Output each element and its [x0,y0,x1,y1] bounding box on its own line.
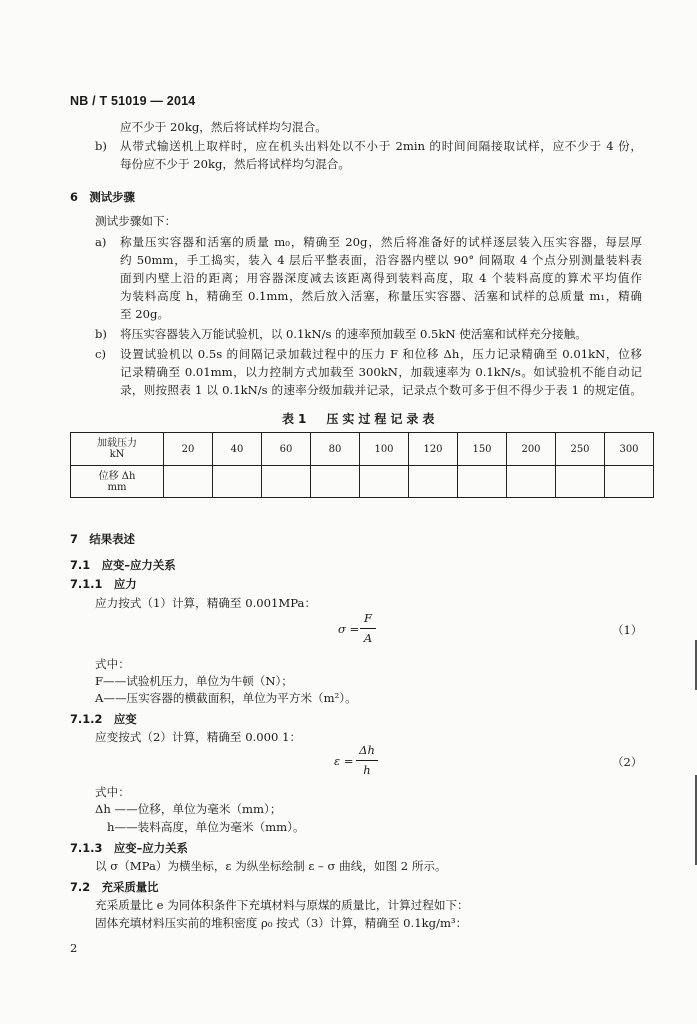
table-cell [507,466,556,498]
step-c-marker: c) [95,347,107,361]
mass-ratio-text-2: 固体充填材料压实前的堆积密度 ρ₀ 按式（3）计算，精确至 0.1kg/m³： [95,916,468,930]
table-cell [458,466,507,498]
strain-stress-text: 以 σ（MPa）为横坐标，ε 为纵坐标绘制 ε – σ 曲线，如图 2 所示。 [95,859,447,873]
def-h: h——装料高度，单位为毫米（mm）。 [107,820,305,834]
table-cell: 40 [213,433,262,466]
step-a-line: 约 50mm，手工捣实，装入 4 层后平整表面，沿容器内壁以 90° 间隔取 4 个点分别测量装料表 [120,253,642,267]
step-a-line: 为装料高度 h，精确至 0.1mm，然后放入活塞，称量压实容器、活塞和试样的总质量 m₁，精确 [120,289,642,303]
table-cell: 250 [556,433,605,466]
eq1-fraction-bar [360,628,376,629]
table-cell: 60 [262,433,311,466]
eq1-numerator: F [364,611,372,625]
table-cell: 20 [164,433,213,466]
load-label-cell [71,433,164,466]
eq2-denominator: h [363,763,371,777]
load-label: 加载压力 [97,438,137,449]
section-6-heading: 6 测试步骤 [70,190,135,204]
sampling-continuation: 应不少于 20kg，然后将试样均匀混合。 [120,120,327,134]
step-a-line: 称量压实容器和活塞的质量 m₀，精确至 20g，然后将准备好的试样逐层装入压实容器，每层厚 [120,235,642,249]
eq1-lhs: σ = [338,622,360,636]
def-delta-h: Δh ——位移，单位为毫米（mm）； [95,802,282,816]
step-b-marker: b) [95,327,107,341]
table-cell: 300 [605,433,654,466]
record-table [70,432,654,498]
section-7-1-3-heading: 7.1.3 应变–应力关系 [70,841,188,855]
step-c-line: 录，则按照表 1 以 0.1kN/s 的速率分级加载并记录，记录点个数可多于但不得少于表 1 的规定值。 [120,383,642,397]
stress-text: 应力按式（1）计算，精确至 0.001MPa： [95,596,317,610]
step-c-line: 设置试验机以 0.5s 的间隔记录加载过程中的压力 F 和位移 Δh，压力记录精确至 0.01kN，位移 [120,347,642,361]
table-cell [311,466,360,498]
table-cell [605,466,654,498]
step-b-line: 将压实容器装入万能试验机，以 0.1kN/s 的速率预加载至 0.5kN 使活塞和试样充分接触。 [120,327,587,341]
item-b-marker: b) [95,139,107,153]
section-7-1-1-heading: 7.1.1 应力 [70,577,137,591]
table-cell: 150 [458,433,507,466]
table-cell: 80 [311,433,360,466]
eq1-denominator: A [363,631,373,645]
displacement-unit: mm [107,481,127,493]
table-row [71,466,654,498]
step-a-line: 至 20g。 [120,307,170,321]
eq1-number: （1） [612,623,643,637]
table-1-caption: 表1 压实过程记录表 [282,412,439,426]
eq2-fraction-bar [356,760,378,761]
strain-text: 应变按式（2）计算，精确至 0.000 1： [95,730,302,744]
def-F: F——试验机压力，单位为牛顿（N）； [95,674,293,688]
section-6-intro: 测试步骤如下： [95,214,177,228]
sampling-item-b-line1: 从带式输送机上取样时，应在机头出料处以不小于 2min 的时间间隔接取试样，应不少于 4 份， [120,139,642,153]
section-7-heading: 7 结果表述 [70,532,135,546]
standard-number: NB / T 51019 — 2014 [70,94,196,108]
eq2-numerator: Δh [359,743,375,757]
where-label-2: 式中： [95,785,130,799]
step-c-line: 记录精确至 0.01mm，以力控制方式加载至 300kN，加载速率为 0.1kN/s。如试验机不能自动记 [120,365,642,379]
table-cell [213,466,262,498]
load-unit: kN [109,449,125,460]
section-7-1-2-heading: 7.1.2 应变 [70,712,137,726]
displacement-label: 位移 Δh [98,470,136,482]
table-cell [360,466,409,498]
table-cell [409,466,458,498]
sampling-item-b-line2: 每份应不少于 20kg，然后将试样均匀混合。 [120,157,350,171]
def-A: A——压实容器的横截面积，单位为平方米（m²）。 [95,691,357,705]
mass-ratio-text-1: 充采质量比 e 为同体积条件下充填材料与原煤的质量比，计算过程如下： [95,898,469,912]
table-cell [164,466,213,498]
table-cell: 100 [360,433,409,466]
page-number: 2 [70,941,78,955]
section-7-1-heading: 7.1 应变–应力关系 [70,558,176,572]
step-a-line: 面到内壁上沿的距离；用容器深度减去该距离得到装料高度，取 4 个装料高度的算术平均值作 [120,271,642,285]
displacement-label-cell [71,466,164,498]
where-label-1: 式中： [95,657,130,671]
eq2-number: （2） [612,755,643,769]
section-7-2-heading: 7.2 充采质量比 [70,880,159,894]
eq2-lhs: ε = [334,754,354,768]
table-cell: 200 [507,433,556,466]
table-cell [556,466,605,498]
table-cell [262,466,311,498]
table-cell: 120 [409,433,458,466]
step-a-marker: a) [95,235,107,249]
table-row [71,433,654,466]
